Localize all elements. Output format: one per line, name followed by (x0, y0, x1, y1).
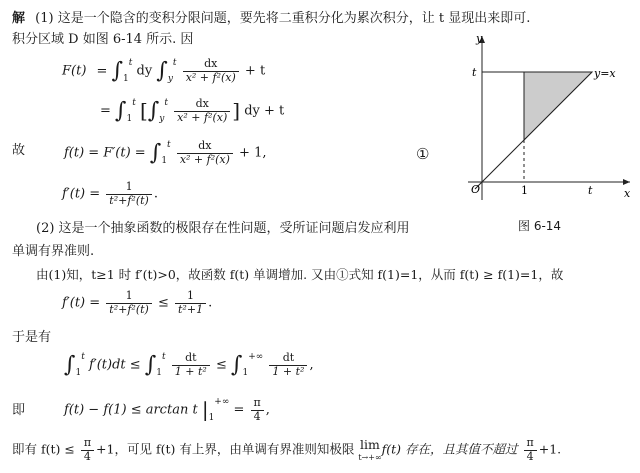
fpp-lhs: f′(t) = (62, 186, 101, 202)
circled-one: ① (416, 145, 430, 163)
yushi: 于是有 (12, 330, 52, 345)
numerator: dx (204, 57, 218, 70)
arctan-lhs: f(t) − f(1) ≤ arctan t (64, 402, 198, 418)
part2-line1: (2) 这是一个抽象函数的极限存在性问题，受所证问题启发应利用 (36, 221, 410, 236)
int-upper: t (164, 98, 169, 108)
integral-sign: ∫ (64, 352, 76, 378)
integral-sign: ∫ (231, 352, 243, 378)
curve-label: y=x (594, 67, 616, 80)
integral-sign: ∫ (156, 58, 168, 84)
denominator: t²+1 (175, 303, 206, 317)
eq-F-def-line2 (100, 98, 284, 124)
y-axis-label: y (476, 32, 483, 45)
int-lower: 1 (123, 73, 129, 84)
int-upper: t (167, 140, 171, 150)
numerator: 1 (125, 180, 133, 193)
numerator: π (253, 396, 261, 409)
eq-F-def-line1: F(t) = ∫1$^t$ dy $\int y^t$ $\frac{dx}{\text{x² + f²(x)}}$ + t (62, 57, 266, 84)
fraction (172, 352, 210, 378)
denominator: x² + f²(x) (183, 71, 239, 85)
integral-sign: ∫ (111, 58, 124, 84)
part2-line2: 单调有界准则. (12, 244, 95, 259)
gu-line (12, 144, 25, 159)
intro-line-2: 积分区域 D 如图 6-14 所示. 因 (12, 32, 194, 47)
fraction (183, 58, 239, 84)
integrand-a: f′(t)dt ≤ (88, 357, 141, 373)
solution-label: 解 (12, 11, 26, 26)
final-pre: 即有 f(t) ≤ (12, 441, 75, 457)
figure-6-14 (440, 30, 640, 205)
final-end: +1. (538, 441, 562, 457)
x-axis-label: x (624, 187, 631, 200)
eq-integral-chain (64, 352, 314, 378)
final-post: f(t) 存在，且其值不超过 (381, 441, 518, 457)
lim-word: lim (360, 437, 380, 453)
tick-x-1: 1 (521, 184, 528, 197)
lim-sub: t→+∞ (358, 452, 382, 462)
numerator: dx (195, 97, 209, 110)
part2-line3: 由(1)知，t≥1 时 f′(t)>0，故函数 f(t) 单调增加. 又由①式知 f(1)=1，从而 f(t) ≥ f(1)=1，故 (36, 267, 564, 282)
x-axis-arrow-icon (623, 179, 630, 185)
denominator: t²+f²(t) (106, 303, 152, 317)
denominator: 4 (81, 450, 94, 464)
gu-word: 故 (12, 143, 26, 158)
plus-one: + 1, (239, 145, 267, 161)
figure-caption: 图 6-14 (518, 219, 562, 233)
plus-t: + t (244, 63, 266, 79)
le-sign: ≤ (215, 357, 227, 373)
ji-word: 即 (12, 403, 26, 418)
fprime-lhs: f(t) = F′(t) = (64, 145, 146, 161)
eq-ineq (62, 290, 212, 316)
numerator: π (526, 436, 534, 449)
denominator: x² + f²(x) (177, 153, 233, 167)
int-upper: t (128, 58, 133, 68)
fraction (269, 352, 307, 378)
int-lower: 1 (126, 113, 133, 124)
int-upper: t (162, 352, 166, 362)
int-lower: 1 (161, 155, 168, 166)
ineq-lhs: f′(t) = (62, 295, 101, 311)
fraction (81, 437, 94, 463)
int-upper: t (172, 58, 177, 68)
fraction (523, 437, 536, 463)
dy: dy (136, 63, 153, 79)
final-line (12, 437, 561, 463)
integral-sign: ∫ (144, 352, 157, 378)
fraction (177, 140, 233, 166)
fraction (175, 290, 206, 316)
eval-lower: 1 (208, 412, 215, 423)
fraction (106, 181, 152, 207)
integral-sign: ∫ (147, 98, 160, 124)
eq-arctan: f(t) − f(1) ≤ arctan t |1+∞ = $\frac{\pi}{4}$ , (64, 396, 270, 423)
numerator: dt (282, 351, 295, 364)
bracket-open: [ (140, 98, 148, 123)
comma: , (309, 357, 314, 373)
le-sign: ≤ (157, 295, 169, 311)
fraction (174, 98, 230, 124)
region-D (524, 72, 592, 140)
int-upper: t (132, 98, 136, 108)
eval-upper: +∞ (214, 397, 230, 407)
equals: = (100, 103, 111, 119)
integral-sign: ∫ (149, 140, 162, 166)
dy-plus-t: dy + t (244, 103, 285, 119)
int-lower: 1 (242, 367, 249, 378)
denominator: 1 + t² (172, 365, 210, 379)
eq-fprime (64, 140, 266, 166)
int-lower: 1 (156, 367, 163, 378)
intro-line-1 (12, 12, 530, 27)
int-lower: y (159, 113, 165, 124)
F-lhs: F(t) (62, 63, 87, 79)
part1-intro-text: (1) 这是一个隐含的变积分限问题，要先将二重积分化为累次积分，让 t 显现出来即可. (35, 11, 531, 26)
int-lower: 1 (75, 367, 82, 378)
origin-label: O (471, 183, 481, 196)
final-mid: +1，可见 f(t) 有上界，由单调有界准则知极限 (96, 441, 355, 457)
fraction (251, 397, 264, 423)
denominator: x² + f²(x) (174, 111, 230, 125)
denominator: 1 + t² (269, 365, 307, 379)
numerator: π (83, 436, 92, 449)
period: . (208, 295, 213, 311)
numerator: dx (198, 139, 212, 152)
equals: = (233, 402, 245, 418)
eq-fpp (62, 181, 158, 207)
numerator: dt (185, 351, 197, 364)
int-upper: t (81, 352, 85, 362)
comma: , (265, 402, 270, 418)
integral-sign: ∫ (115, 98, 127, 124)
numerator: 1 (187, 289, 195, 302)
limit-operator (358, 438, 381, 462)
tick-y-t: t (472, 66, 477, 79)
denominator: t²+f²(t) (106, 194, 152, 208)
period: . (153, 186, 158, 202)
denominator: 4 (524, 450, 537, 464)
numerator: 1 (125, 289, 133, 302)
fraction (106, 290, 152, 316)
denominator: 4 (251, 410, 264, 424)
tick-x-t: t (588, 184, 593, 197)
int-lower: y (167, 73, 173, 84)
bracket-close: ] (232, 98, 241, 123)
int-upper: +∞ (248, 352, 264, 362)
